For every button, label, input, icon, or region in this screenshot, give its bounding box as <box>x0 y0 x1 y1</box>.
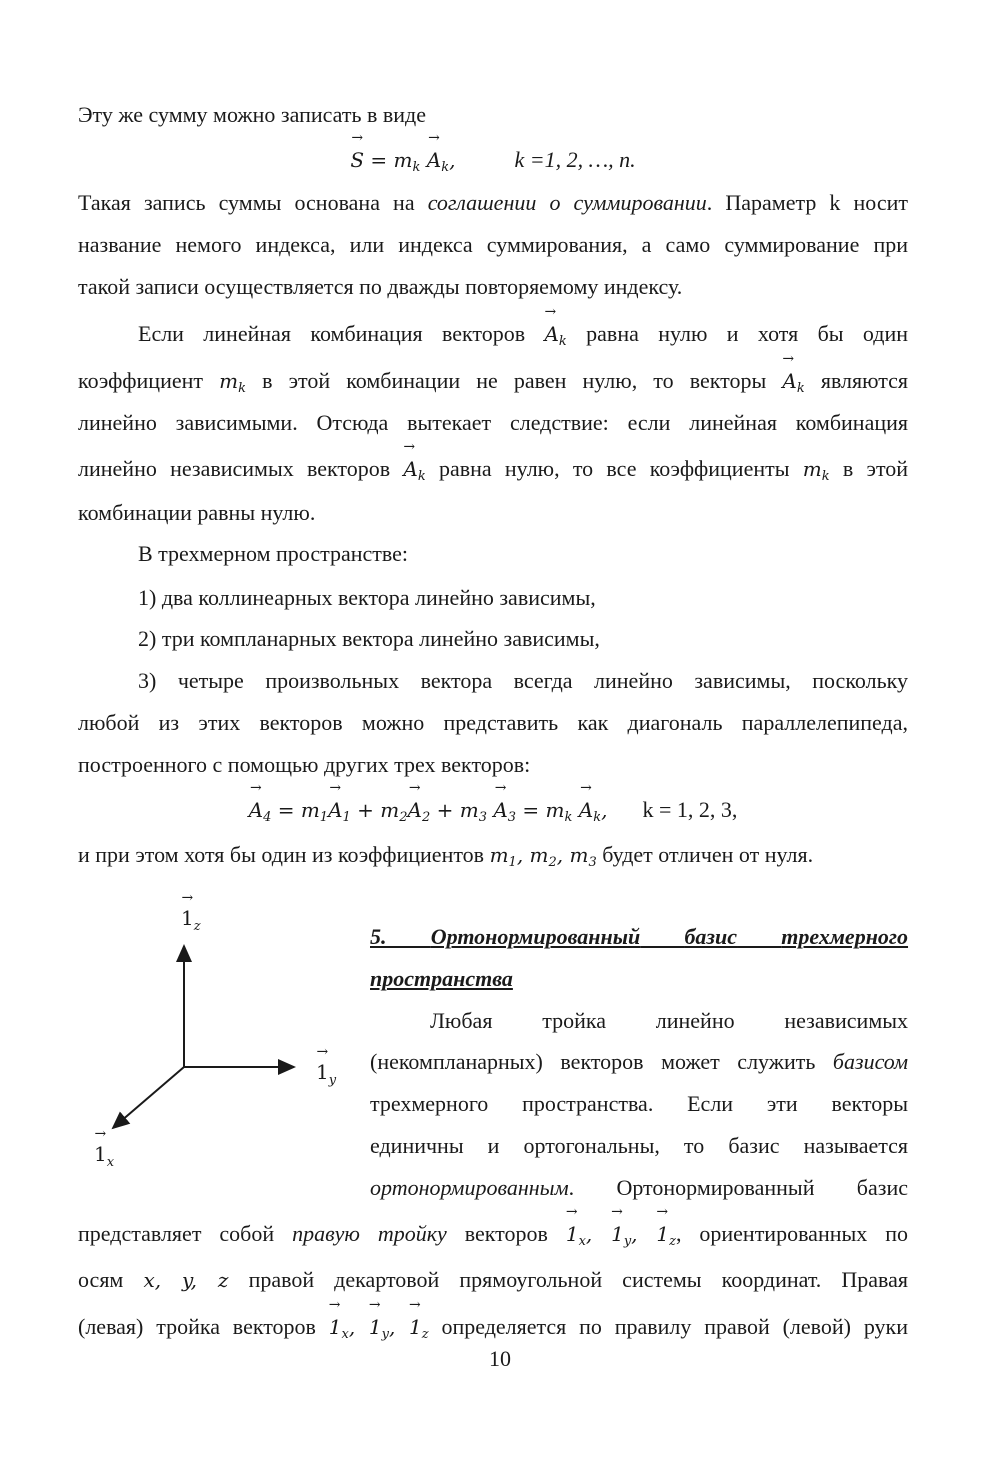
paragraph-line: трехмерного пространства. Если эти векторы <box>370 1091 908 1116</box>
paragraph-line: линейно независимых векторов → $A_k$ равна нулю, то все коэффициенты $m_k$ в этой <box>78 455 908 483</box>
paragraph-line: осям x, y, z правой декартовой прямоугольной системы координат. Правая <box>78 1267 909 1292</box>
paragraph-line: построенного с помощью других трех векторов: <box>78 752 531 777</box>
list-item: 1) два коллинеарных вектора линейно зависимы, <box>138 585 596 610</box>
paragraph-line: Если линейная комбинация векторов → $A_k$ равна нулю и хотя бы один <box>138 320 908 348</box>
term-summation-convention: соглашении о суммировании <box>427 190 707 215</box>
paragraph-line: любой из этих векторов можно представить как диагональ параллелепипеда, <box>78 710 908 735</box>
paragraph-line: Такая запись суммы основана на соглашении о суммировании. Параметр k носит <box>78 190 908 215</box>
x-axis <box>113 1067 184 1128</box>
intro-text: Эту же сумму можно записать в виде <box>78 102 426 127</box>
equation-sum: → $S = m_k \to A_k$, k =1, 2, …, n. <box>78 146 908 174</box>
term-orthonormal: ортонормированным <box>370 1175 569 1200</box>
section-heading: 5. Ортонормированный базис трехмерного <box>370 924 909 949</box>
axes-figure <box>80 890 370 1190</box>
paragraph-line: В трехмерном пространстве: <box>138 541 409 566</box>
paragraph-line: и при этом хотя бы один из коэффициентов $m_1$, $m_2$, $m_3$ будет отличен от нуля. <box>78 842 814 870</box>
section-heading-cont: пространства <box>370 966 513 991</box>
paragraph-line: такой записи осуществляется по дважды повторяемому индексу. <box>78 274 683 299</box>
paragraph-line: комбинации равны нулю. <box>78 500 316 525</box>
y-axis-label: → $1_y$ <box>316 1060 336 1088</box>
term-right-triple: правую тройку <box>292 1221 447 1246</box>
list-item: 2) три компланарных вектора линейно зависимы, <box>138 626 600 651</box>
list-item: 3) четыре произвольных вектора всегда линейно зависимы, поскольку <box>138 668 908 693</box>
paragraph-line: Любая тройка линейно независимых <box>430 1008 909 1033</box>
z-axis-label: → $1_z$ <box>181 906 201 934</box>
term-basis: базисом <box>832 1049 908 1074</box>
x-axis-label: → $1_x$ <box>94 1142 114 1170</box>
paragraph-line: линейно зависимыми. Отсюда вытекает следствие: если линейная комбинация <box>78 410 908 435</box>
paragraph-line: ортонормированным. Ортонормированный базис <box>370 1175 908 1200</box>
paragraph-line: (левая) тройка векторов → $1_x$, → $1_y$, → $1_z$ определяется по правилу правой (левой) руки <box>78 1313 908 1341</box>
equation-combination: → $A_4 = m_1\to A_1 + m_2\to A_2 + m_3 \to A_3 = m_k \to A_k$, k = 1, 2, 3, <box>78 796 908 824</box>
paragraph-line: коэффициент $m_k$ в этой комбинации не равен нулю, то векторы → $A_k$ являются <box>78 367 908 395</box>
paragraph-line: название немого индекса, или индекса суммирования, а само суммирование при <box>78 232 908 257</box>
paragraph-line: (некомпланарных) векторов может служить базисом <box>370 1049 908 1074</box>
paragraph-line: представляет собой правую тройку векторов → $1_x$, → $1_y$, → $1_z$, ориентированных по <box>78 1220 908 1248</box>
page-number: 10 <box>489 1346 511 1371</box>
paragraph-line: единичны и ортогональны, то базис называется <box>370 1133 908 1158</box>
